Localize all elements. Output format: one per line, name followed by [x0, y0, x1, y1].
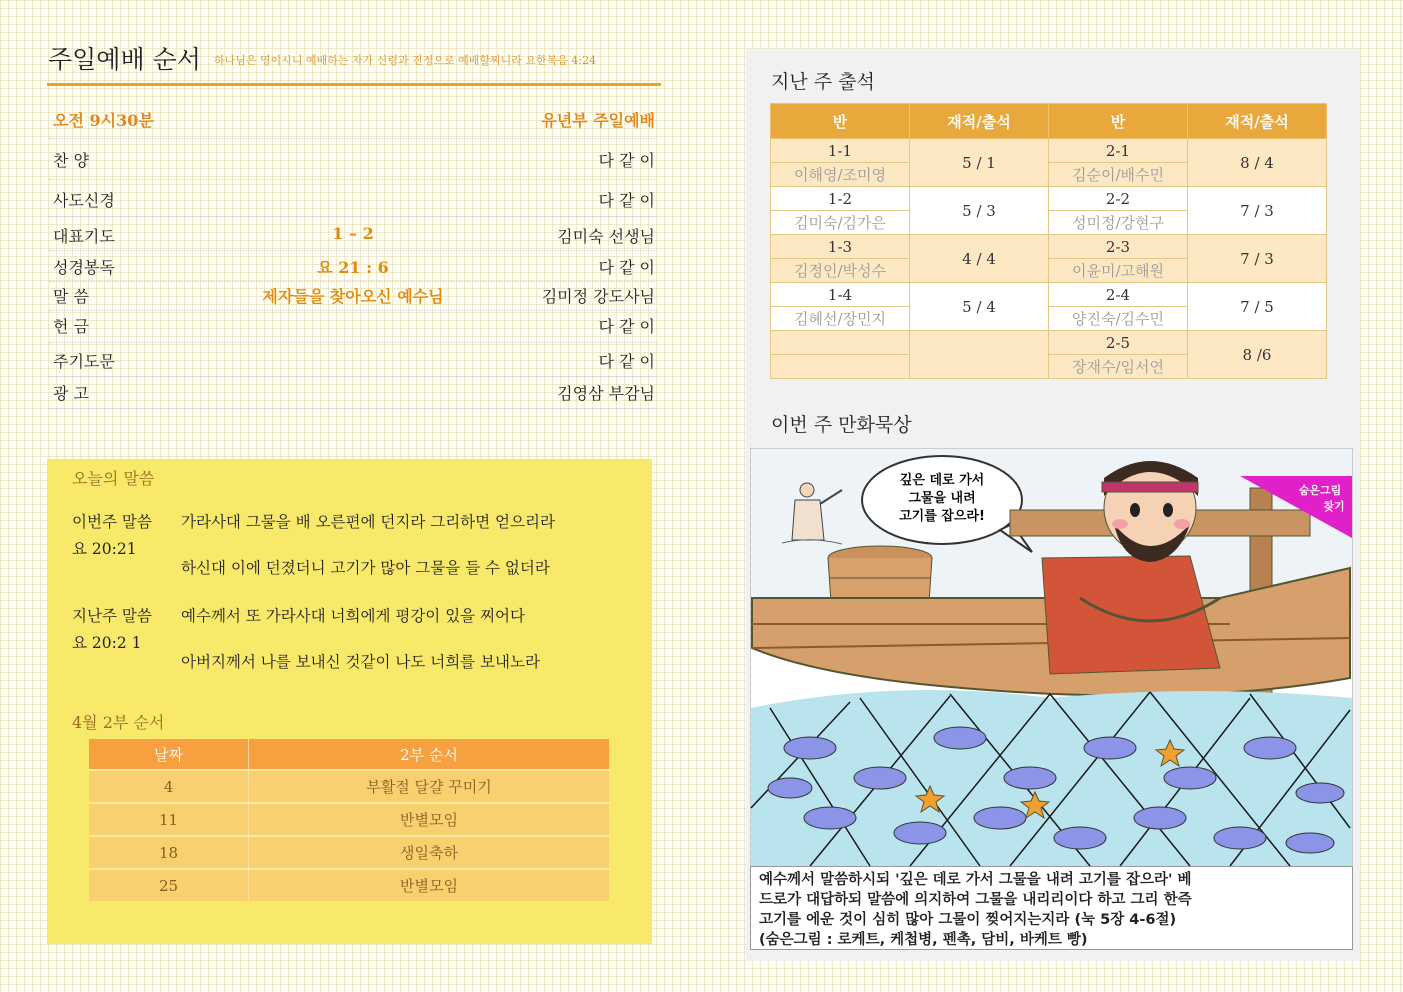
last-week-label: 지난주 말씀: [72, 607, 152, 625]
attendance-row: [771, 187, 1327, 211]
header-count: 재적/출석: [1188, 104, 1327, 139]
title-divider: [47, 83, 661, 86]
attendance-row: [771, 139, 1327, 163]
order-header-row: [49, 108, 657, 139]
class-code: 2-5: [1049, 331, 1188, 355]
speech-text-line: 깊은 데로 가서: [899, 473, 985, 488]
attendance-count: 7 / 5: [1188, 283, 1327, 331]
caption-line: 예수께서 말씀하시되 '깊은 데로 가서 그물을 내려 고기를 잡으라' 베: [759, 872, 1192, 888]
schedule-row: [89, 770, 610, 803]
attendance-table: [770, 103, 1327, 379]
teacher-names: 김정인/박성수: [771, 259, 910, 283]
teacher-names: 김미숙/김가은: [771, 211, 910, 235]
last-week-verse-line: 아버지께서 나를 보내신 것같이 나도 너희를 보내노라: [181, 653, 540, 671]
schedule-row: [89, 836, 610, 869]
schedule-program: 반별모임: [249, 869, 610, 901]
header-class: 반: [771, 104, 910, 139]
attendance-row: [771, 283, 1327, 307]
this-week-verse-line: 하신대 이에 던졌더니 고기가 많아 그물을 들 수 없더라: [181, 559, 550, 577]
sermon-title: 제자들을 찾아오신 예수님: [262, 287, 444, 306]
schedule-row: [89, 869, 610, 901]
teacher-names: 김혜선/장민지: [771, 307, 910, 331]
order-leader: 다 같 이: [598, 317, 655, 336]
schedule-date: 11: [89, 803, 249, 836]
cartoon-caption: [750, 866, 1353, 950]
class-code: 1-1: [771, 139, 910, 163]
schedule-title: 4월 2부 순서: [72, 713, 165, 732]
order-leader: 김미정 강도사님: [541, 287, 655, 306]
teacher-names: 이해영/조미영: [771, 163, 910, 187]
caption-line: (숨은그림 : 로케트, 케첩병, 펜촉, 담비, 바케트 빵): [759, 932, 1088, 948]
attendance-title: 지난 주 출석: [771, 71, 875, 93]
order-label: 주기도문: [53, 352, 115, 371]
word-title: 오늘의 말씀: [72, 469, 155, 488]
order-leader: 다 같 이: [598, 151, 655, 170]
schedule-date: 25: [89, 869, 249, 901]
order-row: [49, 381, 657, 409]
class-code: 1-4: [771, 283, 910, 307]
attendance-count: 4 / 4: [910, 235, 1049, 283]
class-code: 1-2: [771, 187, 910, 211]
attendance-count: 7 / 3: [1188, 235, 1327, 283]
order-row: [49, 224, 657, 251]
teacher-names: 성미정/강현구: [1049, 211, 1188, 235]
schedule-header-row: [89, 739, 610, 770]
cartoon-title: 이번 주 만화묵상: [771, 414, 912, 436]
order-leader: 김미숙 선생님: [557, 227, 655, 246]
order-label: 성경봉독: [53, 258, 115, 277]
teacher-names: 양진숙/김수민: [1049, 307, 1188, 331]
order-leader: 다 같 이: [598, 191, 655, 210]
badge-text-line: 숨은그림: [1298, 484, 1342, 497]
class-code: 2-3: [1049, 235, 1188, 259]
this-week-reference: 요 20:21: [72, 540, 137, 558]
order-label: 광 고: [53, 384, 89, 403]
service-dept: 유년부 주일예배: [541, 111, 655, 130]
attendance-count: 8 /6: [1188, 331, 1327, 379]
teacher-names: 장재수/임서연: [1049, 355, 1188, 379]
last-week-verse-line: 예수께서 또 가라사대 너희에게 평강이 있을 찌어다: [181, 607, 525, 625]
order-title: 주일예배 순서: [48, 45, 201, 74]
order-row: [49, 255, 657, 282]
attendance-count: 7 / 3: [1188, 187, 1327, 235]
schedule-program: 반별모임: [249, 803, 610, 836]
schedule-program: 부활절 달걀 꾸미기: [249, 770, 610, 803]
order-label: 사도신경: [53, 191, 115, 210]
order-row: [49, 188, 657, 217]
order-detail: 1 – 2: [332, 224, 374, 243]
attendance-row: [771, 331, 1327, 355]
teacher-names: 이윤미/고해원: [1049, 259, 1188, 283]
teacher-names: [771, 355, 910, 379]
caption-line: 고기를 에운 것이 심히 많아 그물이 찢어지는지라 (눅 5장 4-6절): [759, 912, 1177, 928]
badge-text-line: 찾기: [1323, 500, 1345, 513]
order-row: [49, 284, 657, 311]
order-leader: 다 같 이: [598, 352, 655, 371]
schedule-program: 생일축하: [249, 836, 610, 869]
last-week-reference: 요 20:2 1: [72, 634, 142, 652]
attendance-row: [771, 235, 1327, 259]
schedule-header-date: 날짜: [89, 739, 249, 770]
order-label: 대표기도: [53, 227, 115, 246]
schedule-row: [89, 803, 610, 836]
order-detail: 요 21 : 6: [317, 258, 389, 277]
speech-text-line: 고기를 잡으라!: [899, 509, 985, 524]
attendance-count: 5 / 4: [910, 283, 1049, 331]
caption-line: 드로가 대답하되 말씀에 의지하여 그물을 내리리이다 하고 그리 한즉: [759, 892, 1192, 908]
order-label: 말 씀: [53, 287, 89, 306]
class-code: 2-2: [1049, 187, 1188, 211]
attendance-count: 5 / 3: [910, 187, 1049, 235]
this-week-label: 이번주 말씀: [72, 513, 152, 531]
order-leader: 다 같 이: [598, 258, 655, 277]
header-count: 재적/출석: [910, 104, 1049, 139]
order-row: [49, 314, 657, 343]
this-week-verse-line: 가라사대 그물을 배 오른편에 던지라 그리하면 얻으리라: [181, 513, 555, 531]
class-code: 2-1: [1049, 139, 1188, 163]
order-label: 헌 금: [53, 317, 89, 336]
speech-text-line: 그물을 내려: [908, 491, 976, 506]
order-label: 찬 양: [53, 151, 89, 170]
schedule-date: 18: [89, 836, 249, 869]
schedule-date: 4: [89, 770, 249, 803]
attendance-count: 8 / 4: [1188, 139, 1327, 187]
order-row: [49, 148, 657, 180]
teacher-names: 김순이/배수민: [1049, 163, 1188, 187]
order-row: [49, 349, 657, 377]
service-time: 오전 9시30분: [53, 111, 154, 130]
order-verse: 하나님은 영이시니 예배하는 자가 신령과 진정으로 예배할찌니라 요한복음 4:24: [214, 54, 597, 67]
schedule-header-program: 2부 순서: [249, 739, 610, 770]
header-class: 반: [1049, 104, 1188, 139]
attendance-header-row: [771, 104, 1327, 139]
class-code: [771, 331, 910, 355]
attendance-count: [910, 331, 1049, 379]
class-code: 1-3: [771, 235, 910, 259]
order-leader: 김영삼 부감님: [557, 384, 655, 403]
attendance-count: 5 / 1: [910, 139, 1049, 187]
class-code: 2-4: [1049, 283, 1188, 307]
schedule-table: [89, 739, 610, 901]
